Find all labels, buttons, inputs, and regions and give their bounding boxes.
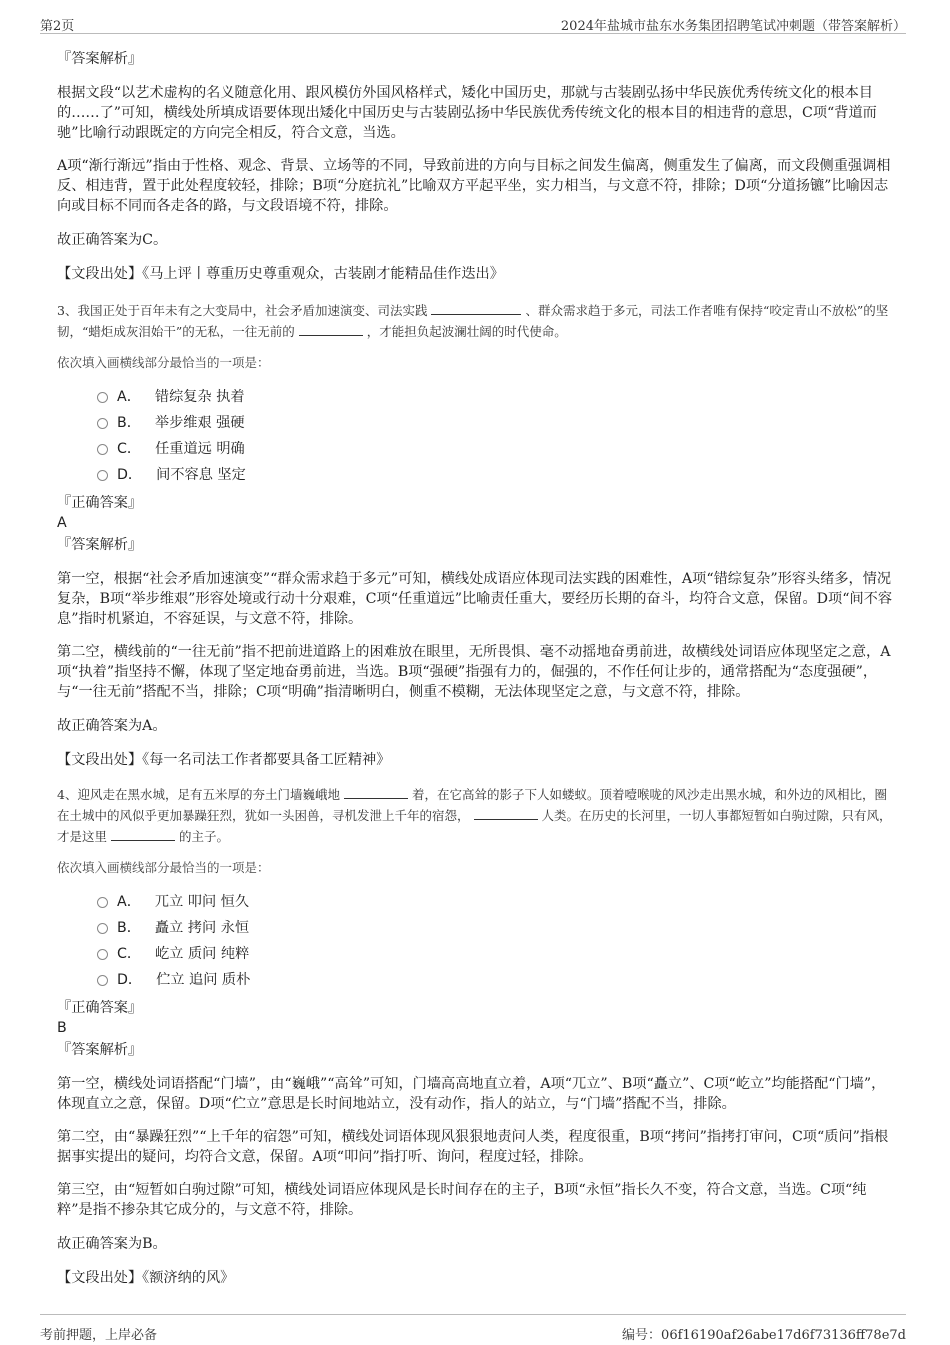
footer-slogan: 考前押题，上岸必备	[40, 1328, 158, 1343]
document-title: 2024年盐城市盐东水务集团招聘笔试冲刺题（带答案解析）	[560, 19, 906, 34]
correct-answer: B	[57, 1020, 67, 1036]
fill-blank	[431, 302, 521, 315]
analysis-paragraph: 第二空，横线前的“一往无前”指不把前进道路上的困难放在眼里，无所畏惧、毫不动摇地奋勇前进，故横线处词语应体现坚定之意，A项“执着”指坚持不懈，体现了坚定地奋勇前进，当选。B项“强硬”指强有力的，倔强的，不作任何让步的，通常搭配为“态度强硬”，与“一往无前”搭配不当，排除；C项“明确”指清晰明白，侧重不模糊，无法体现坚定之意，与文意不符，排除。	[57, 644, 891, 700]
correct-answer: A	[57, 515, 67, 531]
source-citation: 【文段出处】《额济纳的风》	[57, 1270, 235, 1286]
option-a[interactable]: A． 兀立 叩问 恒久	[97, 889, 899, 915]
analysis-paragraph: 根据文段“以艺术虚构的名义随意化用、跟风模仿外国风格样式，矮化中国历史，那就与古装剧弘扬中华民族优秀传统文化的根本目的……了”可知，横线处所填成语要体现出矮化中国历史与古装剧弘扬中华民族优秀传统文化的根本目的相违背的意思，C项“背道而驰”比喻行动跟既定的方向完全相反，符合文意，当选。	[57, 85, 877, 141]
radio-icon[interactable]	[97, 470, 108, 481]
radio-icon[interactable]	[97, 418, 108, 429]
analysis-paragraph: 第三空，由“短暂如白驹过隙”可知，横线处词语应体现风是长时间存在的主子，B项“永恒”指长久不变，符合文意，当选。C项“纯粹”是指不掺杂其它成分的，与文意不符，排除。	[57, 1182, 867, 1218]
page-content	[57, 44, 899, 1288]
fill-blank	[474, 807, 538, 820]
analysis-paragraph: 第一空，根据“社会矛盾加速演变”“群众需求趋于多元”可知，横线处成语应体现司法实践的困难性，A项“错综复杂”形容头绪多，情况复杂，B项“举步维艰”形容处境或行动十分艰难，C项“任重道远”比喻责任重大，要经历长期的奋斗，均符合文意，保留。D项“间不容息”指时机紧迫，不容延误，与文意不符，排除。	[57, 571, 893, 627]
option-b[interactable]: B． 举步维艰 强硬	[97, 410, 899, 436]
option-c[interactable]: C． 屹立 质问 纯粹	[97, 941, 899, 967]
page-header	[40, 0, 906, 34]
analysis-paragraph: A项“渐行渐远”指由于性格、观念、背景、立场等的不同，导致前进的方向与目标之间发生偏离，侧重发生了偏离，而文段侧重强调相反、相违背，置于此处程度较轻，排除；B项“分庭抗礼”比喻双方平起平坐，实力相当，与文意不符，排除；D项“分道扬镳”比喻因志向或目标不同而各走各的路，与文段语境不符，排除。	[57, 158, 891, 214]
radio-icon[interactable]	[97, 975, 108, 986]
option-d[interactable]: D． 伫立 追问 质朴	[97, 967, 899, 993]
answer-conclusion: 故正确答案为C。	[57, 232, 168, 248]
fill-blank	[111, 828, 175, 841]
question-stem: 4、迎风走在黑水城，足有五米厚的夯土门墙巍峨地 着，在它高耸的影子下人如蝼蚁。顶着噎喉咙的风沙走出黑水城，和外边的风相比，圈在土城中的风似乎更加暴躁狂烈，犹如一头困兽，寻机发泄上千年的宿怨， 人类。在历史的长河里，一切人事都短暂如白驹过隙，只有风，才是这里 的主子。	[57, 787, 892, 844]
radio-icon[interactable]	[97, 923, 108, 934]
fill-blank	[344, 786, 408, 799]
source-citation: 【文段出处】《马上评丨尊重历史尊重观众，古装剧才能精品佳作迭出》	[57, 266, 504, 282]
analysis-paragraph: 第一空，横线处词语搭配“门墙”，由“巍峨”“高耸”可知，门墙高高地直立着，A项“兀立”、B项“矗立”、C项“屹立”均能搭配“门墙”，体现直立之意，保留。D项“伫立”意思是长时间地站立，没有动作，指人的站立，与“门墙”搭配不当，排除。	[57, 1076, 886, 1112]
correct-answer-label: 『正确答案』	[57, 1000, 143, 1016]
question-prompt: 依次填入画横线部分最恰当的一项是：	[57, 355, 270, 370]
page-number: 第2页	[40, 19, 75, 34]
question-stem: 3、我国正处于百年未有之大变局中，社会矛盾加速演变、司法实践 、群众需求趋于多元，司法工作者唯有保持“咬定青山不放松”的坚韧，“蜡炬成灰泪始干”的无私，一往无前的 ，才能担负起波澜壮阔的时代使命。	[57, 303, 889, 339]
radio-icon[interactable]	[97, 444, 108, 455]
answer-conclusion: 故正确答案为B。	[57, 1236, 167, 1252]
page-footer	[40, 1314, 906, 1345]
options-list	[57, 889, 899, 993]
options-list	[57, 384, 899, 488]
analysis-label: 『答案解析』	[57, 51, 143, 67]
source-citation: 【文段出处】《每一名司法工作者都要具备工匠精神》	[57, 752, 391, 768]
answer-conclusion: 故正确答案为A。	[57, 718, 167, 734]
analysis-paragraph: 第二空，由“暴躁狂烈”“上千年的宿怨”可知，横线处词语体现风狠狠地责问人类，程度很重，B项“拷问”指拷打审问，C项“质问”指根据事实提出的疑问，均符合文意，保留。A项“叩问”指打听、询问，程度过轻，排除。	[57, 1129, 889, 1165]
analysis-label: 『答案解析』	[57, 537, 143, 553]
option-a[interactable]: A． 错综复杂 执着	[97, 384, 899, 410]
question-prompt: 依次填入画横线部分最恰当的一项是：	[57, 860, 270, 875]
correct-answer-label: 『正确答案』	[57, 495, 143, 511]
radio-icon[interactable]	[97, 392, 108, 403]
radio-icon[interactable]	[97, 949, 108, 960]
option-b[interactable]: B． 矗立 拷问 永恒	[97, 915, 899, 941]
analysis-label: 『答案解析』	[57, 1042, 143, 1058]
option-d[interactable]: D． 间不容息 坚定	[97, 462, 899, 488]
option-c[interactable]: C． 任重道远 明确	[97, 436, 899, 462]
radio-icon[interactable]	[97, 897, 108, 908]
document-id: 编号：06f16190af26abe17d6f73136ff78e7d	[622, 1328, 906, 1343]
fill-blank	[299, 323, 363, 336]
